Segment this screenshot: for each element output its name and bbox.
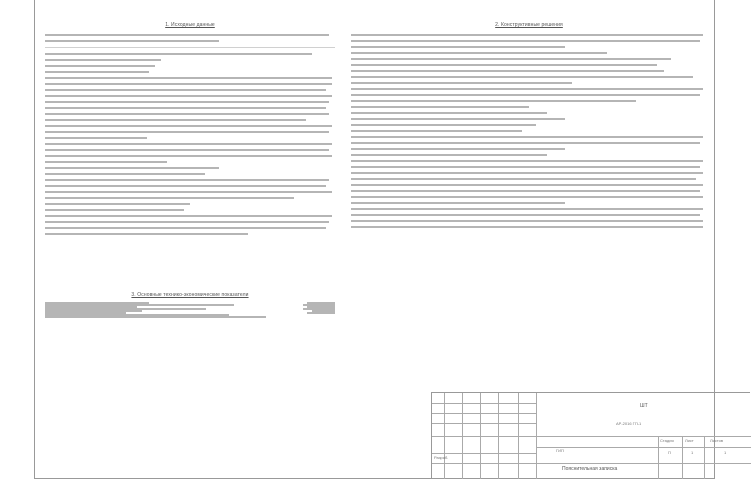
stamp-sheet-head: Лист (685, 438, 694, 443)
right-column (351, 22, 707, 230)
drawing-sheet (34, 0, 727, 479)
left-column (45, 22, 335, 237)
stamp-code: ШТ (640, 403, 648, 409)
text-line (45, 231, 335, 237)
stamp-document-name: Пояснительная записка (562, 466, 618, 472)
stamp-sheet-val: 1 (691, 450, 694, 455)
left-text-block (45, 32, 335, 237)
separator-line (45, 47, 335, 48)
stamp-sheets-val: 1 (724, 450, 727, 455)
stamp-stage-val: П (668, 450, 671, 455)
right-section-title: 2. Конструктивные решения (495, 22, 563, 28)
table-section-title: 3. Основные технико-экономические показатели (131, 292, 249, 298)
text-line (45, 38, 335, 44)
title-block-stamp (431, 392, 750, 479)
table-row (45, 316, 335, 318)
text-line (351, 224, 707, 230)
stamp-project: АР-2016 ГП-1 (616, 421, 642, 426)
stamp-stage-head: Стадия (660, 438, 674, 443)
tep-rows (45, 302, 335, 318)
right-text-block (351, 32, 707, 230)
tep-table (45, 292, 335, 318)
left-section-title: 1. Исходные данные (165, 22, 215, 28)
stamp-sheets-head: Листов (710, 438, 723, 443)
stamp-role-1: ГИП (556, 448, 564, 453)
stamp-role-2: Разраб. (434, 455, 449, 460)
